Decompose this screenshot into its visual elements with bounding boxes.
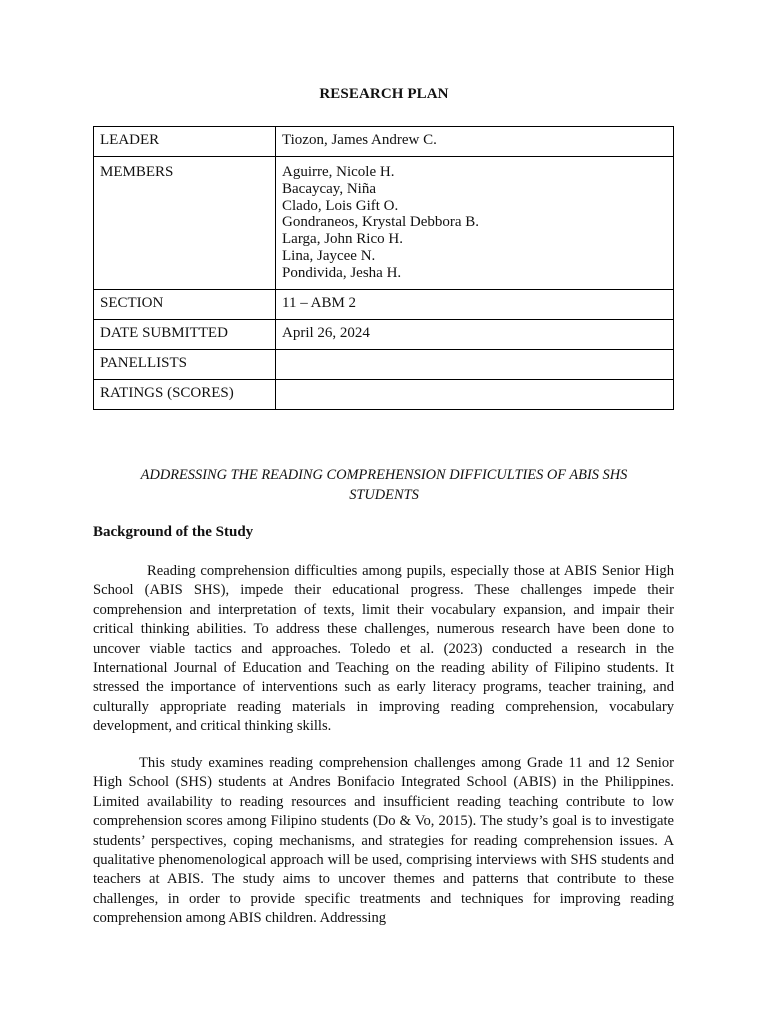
date-submitted-label: DATE SUBMITTED	[94, 320, 276, 350]
study-title: ADDRESSING THE READING COMPREHENSION DIFFICULTIES OF ABIS SHS STUDENTS	[140, 467, 628, 503]
section-label: SECTION	[94, 290, 276, 320]
leader-label: LEADER	[94, 127, 276, 157]
members-list	[282, 164, 667, 282]
table-row-ratings	[94, 380, 674, 410]
members-value	[276, 157, 674, 290]
table-row-panellists	[94, 350, 674, 380]
member-name: Gondraneos, Krystal Debbora B.	[282, 214, 480, 231]
panellists-value	[276, 350, 674, 380]
member-name: Bacaycay, Niña	[282, 180, 376, 197]
table-row-leader	[94, 127, 674, 157]
section-value: 11 – ABM 2	[276, 290, 674, 320]
background-heading: Background of the Study	[93, 524, 254, 540]
date-submitted-value: April 26, 2024	[276, 320, 674, 350]
member-name: Clado, Lois Gift O.	[282, 197, 399, 214]
table-row-date-submitted	[94, 320, 674, 350]
research-plan-table	[93, 126, 674, 410]
background-paragraph-2: This study examines reading comprehension challenges among Grade 11 and 12 Senior High School (SHS) students at Andres Bonifacio Integrated School (ABIS) in the Philippines. Limited availability to reading resources and insufficient reading teaching contribute to low comprehension scores among Filipino students (Do & Vo, 2015). The study’s goal is to investigate students’ perspectives, coping mechanisms, and strategies for reading comprehension issues. A qualitative phenomenological approach will be used, comprising interviews with SHS students and teachers at ABIS. The study aims to uncover themes and patterns that contribute to these challenges, in order to provide specific treatments and techniques for improving reading comprehension among ABIS children. Addressing	[93, 755, 674, 927]
ratings-value	[276, 380, 674, 410]
leader-value: Tiozon, James Andrew C.	[276, 127, 674, 157]
member-name: Larga, John Rico H.	[282, 231, 403, 248]
background-paragraph-1: Reading comprehension difficulties among pupils, especially those at ABIS Senior High School (ABIS SHS), impede their educational progress. These challenges impede their comprehension and interpretation of texts, limit their vocabulary expansion, and impair their critical thinking abilities. To address these challenges, numerous research have been done to uncover viable tactics and approaches. Toledo et al. (2023) conducted a research in the International Journal of Education and Teaching on the reading ability of Filipino students. It stressed the importance of interventions such as early literacy programs, teacher training, and culturally appropriate reading materials in improving reading comprehension, vocabulary development, and critical thinking skills.	[93, 563, 674, 735]
table-row-section	[94, 290, 674, 320]
table-row-members	[94, 157, 674, 290]
member-name: Pondivida, Jesha H.	[282, 264, 402, 281]
member-name: Lina, Jaycee N.	[282, 247, 376, 264]
panellists-label: PANELLISTS	[94, 350, 276, 380]
members-label: MEMBERS	[94, 157, 276, 290]
ratings-label: RATINGS (SCORES)	[94, 380, 276, 410]
document-title: RESEARCH PLAN	[319, 86, 449, 102]
member-name: Aguirre, Nicole H.	[282, 164, 395, 180]
